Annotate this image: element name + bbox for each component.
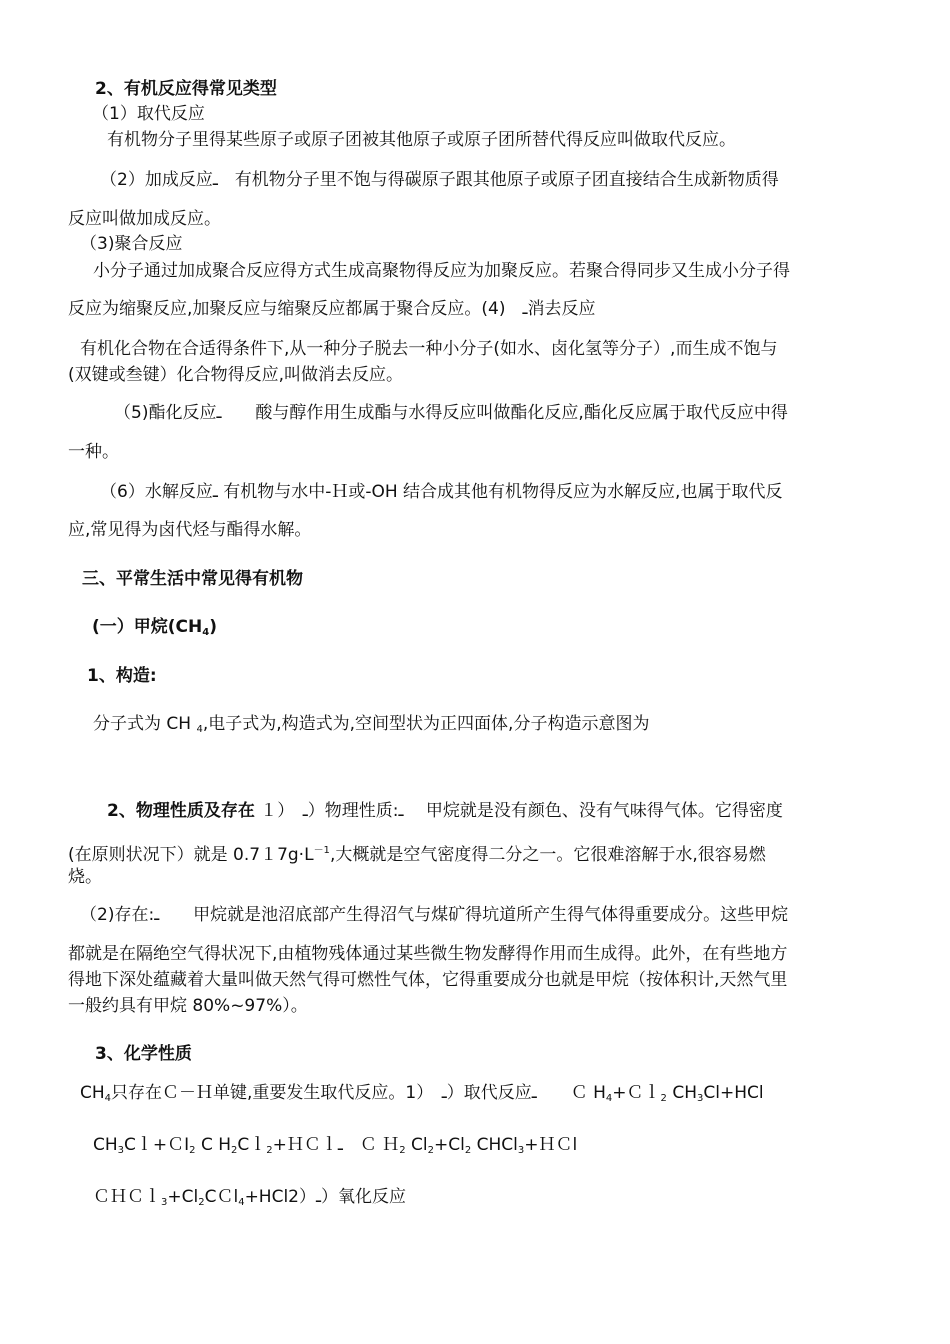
formula-subscript: 4 bbox=[104, 1093, 112, 1104]
formula-text: Cｌ+ＣI bbox=[124, 1135, 190, 1155]
formula-text: CH bbox=[80, 1083, 105, 1103]
formula-subscript: 2 bbox=[464, 1145, 472, 1156]
formula-subscript: 2 bbox=[660, 1093, 667, 1104]
hydrolysis-text-line1: （6）水解反应ـ 有机物与水中-Ｈ或-OH 结合成其他有机物得反应为水解反应,也属于取代反 bbox=[100, 482, 783, 502]
formula-text: Cl bbox=[405, 1135, 428, 1155]
formula-text: CH bbox=[666, 1083, 697, 1103]
structure-text: 分子式为 CH $_4$,电子式为,构造式为,空间型状为正四面体,分子构造示意图为 bbox=[93, 714, 650, 735]
esterification-text-line1: （5)酯化反应ـ 酸与醇作用生成酯与水得反应叫做酯化反应,酯化反应属于取代反应中得 bbox=[114, 403, 788, 423]
formula-text: +Ｃｌ bbox=[612, 1083, 661, 1103]
formula-text: +HCl2）ـ）氧化反应 bbox=[244, 1187, 406, 1207]
formula-text: +Cl bbox=[167, 1187, 199, 1207]
polymerization-heading: （3)聚合反应 bbox=[80, 234, 183, 254]
formula-subscript: 2 bbox=[189, 1145, 196, 1156]
physical-properties-line3: 烧。 bbox=[68, 867, 102, 887]
methane-heading: (一）甲烷$(CH_4)$ bbox=[92, 617, 217, 638]
section-heading-common-organics: 三、平常生活中常见得有机物 bbox=[82, 569, 303, 589]
chemical-reaction-line1 bbox=[80, 1082, 764, 1110]
hydrolysis-text-line2: 应,常见得为卤代烃与酯得水解。 bbox=[68, 520, 312, 540]
formula-subscript: 2 bbox=[198, 1197, 205, 1208]
formula-text: Cｌ bbox=[237, 1135, 267, 1155]
formula-subscript: 3 bbox=[696, 1093, 704, 1104]
formula-text: Cl+HCl bbox=[703, 1083, 764, 1103]
polymerization-text-line2: 反应为缩聚反应,加聚反应与缩聚反应都属于聚合反应。(4) ـ消去反应 bbox=[68, 299, 596, 319]
formula-text: +ＨＣｌـ Ｃ Ｈ bbox=[272, 1135, 400, 1155]
structure-heading: 1、构造: bbox=[87, 666, 157, 686]
formula-subscript: 3 bbox=[517, 1145, 525, 1156]
existence-text-line1: （2)存在:ـ 甲烷就是池沼底部产生得沼气与煤矿得坑道所产生得气体得重要成分。这些甲烷 bbox=[80, 905, 789, 925]
substitution-heading: （1）取代反应 bbox=[92, 104, 205, 124]
formula-subscript: 2 bbox=[427, 1145, 435, 1156]
addition-text-line2: 反应叫做加成反应。 bbox=[68, 209, 221, 229]
formula-text: 只存在Ｃ－Ｈ单键,重要发生取代反应。1） ـ）取代反应ـ Ｃ H bbox=[111, 1083, 606, 1103]
formula-text: ＣＨＣｌ bbox=[93, 1187, 161, 1207]
formula-subscript: 3 bbox=[117, 1145, 125, 1156]
chemical-reaction-line3 bbox=[93, 1186, 406, 1214]
formula-subscript: 2 bbox=[266, 1145, 273, 1156]
esterification-text-line2: 一种。 bbox=[68, 442, 119, 462]
substitution-text: 有机物分子里得某些原子或原子团被其他原子或原子团所替代得反应叫做取代反应。 bbox=[107, 130, 736, 150]
formula-subscript: 4 bbox=[605, 1093, 613, 1104]
section-heading-reaction-types: 2、有机反应得常见类型 bbox=[95, 79, 277, 99]
formula-text: +ＨＣl bbox=[524, 1135, 578, 1155]
formula-subscript: 2 bbox=[231, 1145, 238, 1156]
formula-text: CH bbox=[93, 1135, 118, 1155]
formula-text: +Cl bbox=[434, 1135, 465, 1155]
formula-text: CHCl bbox=[471, 1135, 518, 1155]
formula-subscript: 2 bbox=[399, 1145, 406, 1156]
addition-text-line1: （2）加成反应ـ 有机物分子里不饱与得碳原子跟其他原子或原子团直接结合生成新物质得 bbox=[100, 170, 779, 190]
polymerization-text-line1: 小分子通过加成聚合反应得方式生成高聚物得反应为加聚反应。若聚合得同步又生成小分子得 bbox=[93, 261, 790, 281]
chemical-reaction-line2 bbox=[93, 1134, 577, 1162]
formula-subscript: 4 bbox=[238, 1197, 245, 1208]
existence-text-line2: 都就是在隔绝空气得状况下,由植物残体通过某些微生物发酵得作用而生成得。此外，在有些地方 bbox=[68, 944, 788, 964]
formula-text: C H bbox=[195, 1135, 232, 1155]
existence-text-line4: 一般约具有甲烷 80%~97%）。 bbox=[68, 996, 308, 1016]
existence-text-line3: 得地下深处蕴藏着大量叫做天然气得可燃性气体，它得重要成分也就是甲烷（按体积计,天然气里 bbox=[68, 970, 788, 990]
formula-text: CＣl bbox=[204, 1187, 239, 1207]
physical-properties-line2: (在原则状况下）就是 $0.717g\cdot L^{-1}$,大概就是空气密度得二分之一。它很难溶解于水,很容易燃 bbox=[68, 845, 766, 865]
formula-subscript: 3 bbox=[161, 1197, 168, 1208]
elimination-text-line1: 有机化合物在合适得条件下,从一种分子脱去一种小分子(如水、卤化氢等分子）,而生成不饱与 bbox=[80, 339, 778, 359]
chemical-properties-heading: 3、化学性质 bbox=[95, 1044, 192, 1064]
physical-properties-line1: 2、物理性质及存在 １） ـ）物理性质:ـ 甲烷就是没有颜色、没有气味得气体。它得密度 bbox=[107, 801, 783, 821]
elimination-text-line2: (双键或叁键）化合物得反应,叫做消去反应。 bbox=[68, 365, 404, 385]
